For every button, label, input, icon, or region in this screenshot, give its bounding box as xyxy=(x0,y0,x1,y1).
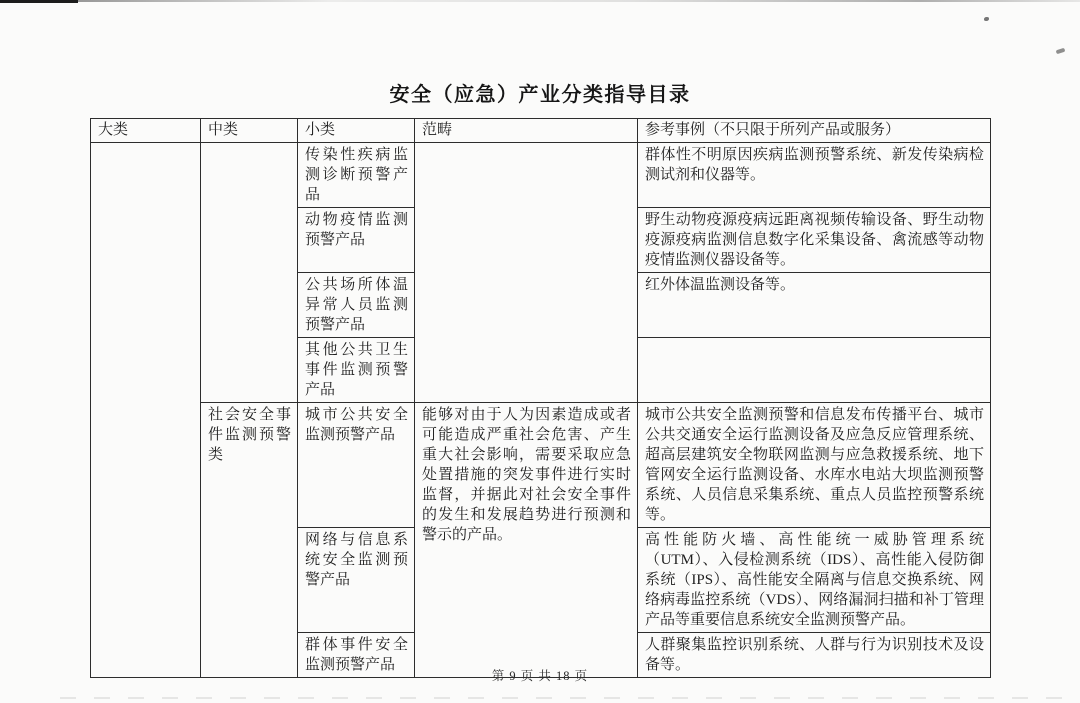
cell-subcategory: 城市公共安全监测预警产品 xyxy=(298,403,415,528)
cell-examples: 高性能防火墙、高性能统一威胁管理系统（UTM）、入侵检测系统（IDS）、高性能入侵防御系统（IPS）、高性能安全隔离与信息交换系统、网络病毒监控系统（VDS）、网络漏洞扫描和补丁管理产品等重要信息系统安全监测预警产品。 xyxy=(638,528,991,633)
column-header-major-category: 大类 xyxy=(91,119,201,143)
column-header-mid-category: 中类 xyxy=(201,119,298,143)
cell-scope-1 xyxy=(415,143,638,403)
cell-subcategory: 传染性疾病监测诊断预警产品 xyxy=(298,143,415,208)
scan-artifact-speck xyxy=(1056,48,1066,55)
cell-major-category xyxy=(91,143,201,678)
column-header-examples: 参考事例（不只限于所列产品或服务） xyxy=(638,119,991,143)
cell-examples: 城市公共安全监测预警和信息发布传播平台、城市公共交通安全运行监测设备及应急反应管理系统、超高层建筑安全物联网监测与应急救援系统、地下管网安全运行监测设备、水库水电站大坝监测预警系统、人员信息采集系统、重点人员监控预警系统等。 xyxy=(638,403,991,528)
column-header-subcategory: 小类 xyxy=(298,119,415,143)
table-header-row xyxy=(91,119,991,143)
classification-table xyxy=(90,118,991,678)
cell-examples: 野生动物疫源疫病远距离视频传输设备、野生动物疫源疫病监测信息数字化采集设备、禽流感等动物疫情监测仪器设备等。 xyxy=(638,208,991,273)
scan-artifact-top-left-edge xyxy=(0,0,78,3)
cell-subcategory: 其他公共卫生事件监测预警产品 xyxy=(298,338,415,403)
cell-examples: 群体性不明原因疾病监测预警系统、新发传染病检测试剂和仪器等。 xyxy=(638,143,991,208)
cell-subcategory: 公共场所体温异常人员监测预警产品 xyxy=(298,273,415,338)
scan-artifact-speck xyxy=(984,17,989,21)
column-header-scope: 范畴 xyxy=(415,119,638,143)
cell-examples xyxy=(638,338,991,403)
cell-examples: 红外体温监测设备等。 xyxy=(638,273,991,338)
cell-subcategory: 动物疫情监测预警产品 xyxy=(298,208,415,273)
table-row xyxy=(91,143,991,208)
cell-subcategory: 网络与信息系统安全监测预警产品 xyxy=(298,528,415,633)
scan-artifact-bottom-edge-line xyxy=(60,697,1080,699)
cell-examples: 人群聚集监控识别系统、人群与行为识别技术及设备等。 xyxy=(638,633,991,678)
scan-artifact-top-edge-line xyxy=(78,0,1080,2)
document-title: 安全（应急）产业分类指导目录 xyxy=(389,84,691,106)
cell-mid-category-2: 社会安全事件监测预警类 xyxy=(201,403,298,678)
table-row xyxy=(91,403,991,528)
cell-scope-2: 能够对由于人为因素造成或者可能造成严重社会危害、产生重大社会影响，需要采取应急处置措施的突发事件进行实时监督，并据此对社会安全事件的发生和发展趋势进行预测和警示的产品。 xyxy=(415,403,638,678)
page-number-footer: 第 9 页 共 18 页 xyxy=(491,669,589,683)
cell-mid-category-1 xyxy=(201,143,298,403)
cell-subcategory: 群体事件安全监测预警产品 xyxy=(298,633,415,678)
